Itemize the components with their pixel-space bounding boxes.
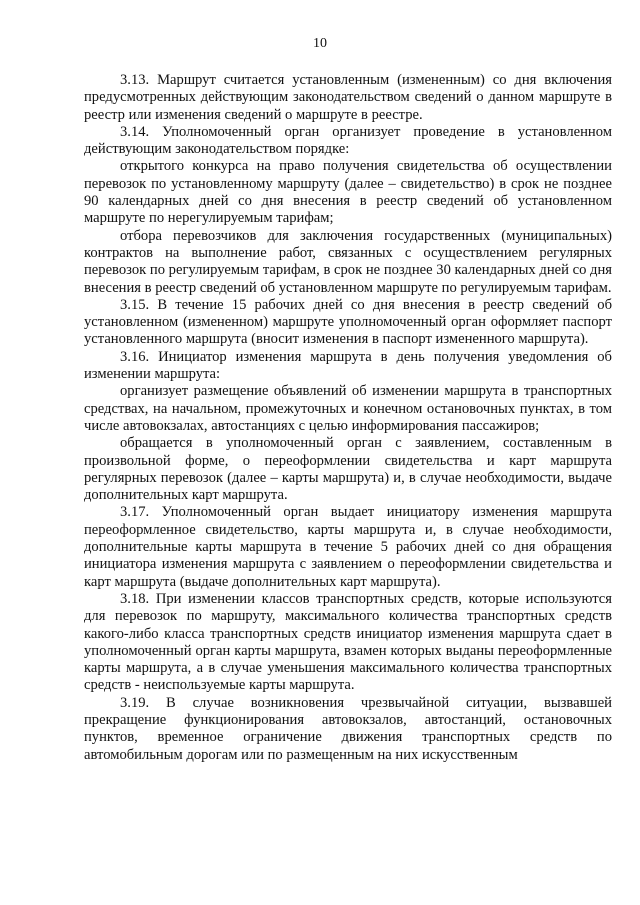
paragraph-3-17: 3.17. Уполномоченный орган выдает инициатору изменения маршрута переоформленное свидетельство, карты маршрута и, в случае необходимости, дополнительные карты маршрута в течение 5 рабочих дней со дня обращения инициатора изменения маршрута с заявлением о переоформлении свидетельства и карт маршрута (выдаче дополнительных карт маршрута). xyxy=(84,504,612,590)
paragraph-3-14-open-tender: открытого конкурса на право получения свидетельства об осуществлении перевозок по установленному маршруту (далее – свидетельство) в срок не позднее 90 календарных дней со дня внесения в реестр сведений об установленном маршруте по нерегулируемым тарифам; xyxy=(84,158,612,227)
paragraph-3-16-application: обращается в уполномоченный орган с заявлением, составленным в произвольной форме, о переоформлении свидетельства и карт маршрута регулярных перевозок (далее – карты маршрута) и, в случае необходимости, выдаче дополнительных карт маршрута. xyxy=(84,435,612,504)
document-body xyxy=(84,72,612,764)
page-number: 10 xyxy=(313,36,327,51)
paragraph-3-16: 3.16. Инициатор изменения маршрута в день получения уведомления об изменении маршрута: xyxy=(84,348,612,383)
paragraph-3-18: 3.18. При изменении классов транспортных средств, которые используются для перевозок по маршруту, максимального количества транспортных средств какого-либо класса транспортных средств инициатор изменения маршрута сдает в уполномоченный орган карты маршрута, взамен которых выданы переоформленные карты маршрута, а в случае уменьшения максимального количества транспортных средств - неиспользуемые карты маршрута. xyxy=(84,590,612,694)
paragraph-3-14-carrier-selection: отбора перевозчиков для заключения государственных (муниципальных) контрактов на выполнение работ, связанных с осуществлением регулярных перевозок по регулируемым тарифам, в срок не позднее 30 календарных дней со дня внесения в реестр сведений об установленном маршруте по регулируемым тарифам. xyxy=(84,227,612,296)
paragraph-3-14: 3.14. Уполномоченный орган организует проведение в установленном действующим законодательством порядке: xyxy=(84,123,612,158)
paragraph-3-15: 3.15. В течение 15 рабочих дней со дня внесения в реестр сведений об установленном (измененном) маршруте уполномоченный орган оформляет паспорт установленного маршрута (вносит изменения в паспорт измененного маршрута). xyxy=(84,296,612,348)
paragraph-3-13: 3.13. Маршрут считается установленным (измененным) со дня включения предусмотренных действующим законодательством сведений о данном маршруте в реестр или изменения сведений о маршруте в реестре. xyxy=(84,72,612,123)
paragraph-3-16-announcements: организует размещение объявлений об изменении маршрута в транспортных средствах, на начальном, промежуточных и конечном остановочных пунктах, в том числе автовокзалах, автостанциях с целью информирования пассажиров; xyxy=(84,383,612,434)
paragraph-3-19: 3.19. В случае возникновения чрезвычайной ситуации, вызвавшей прекращение функционирования автовокзалов, автостанций, остановочных пунктов, временное ограничение движения транспортных средств по автомобильным дорогам или по размещенным на них искусственным xyxy=(84,694,612,763)
